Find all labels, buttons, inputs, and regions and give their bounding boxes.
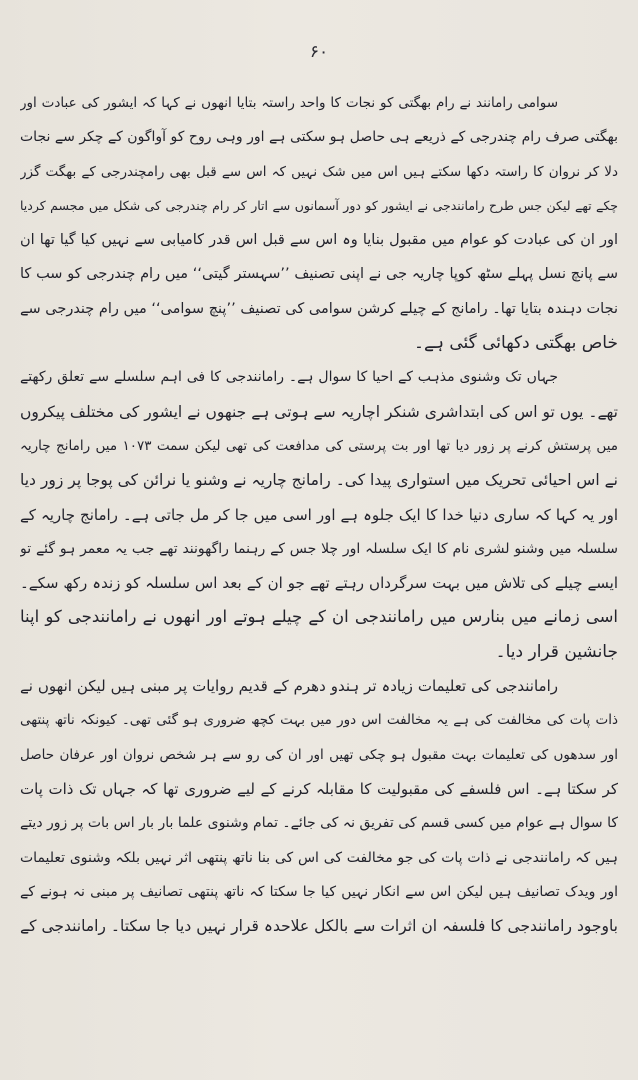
text-line: کر سکتا ہے۔ اس فلسفے کی مقبولیت کا مقابلہ کرنے کے لیے ضروری تھا کہ جہاں تک ذات پات [20,779,618,798]
page-body-text [20,86,618,943]
text-line: کا سوال ہے عوام میں کسی قسم کی تفریق نہ کی جائے۔ تمام وشنوی علما بار بار اس بات پر زور دیتے [20,815,618,832]
text-line: باوجود رامانندجی کا فلسفہ ان اثرات سے بالکل علاحدہ قرار نہیں دیا جا سکتا۔ رامانندجی کے [20,917,618,936]
text-line: رامانندجی کی تعلیمات زیادہ تر ہندو دھرم کے قدیم روایات پر مبنی ہیں لیکن انھوں نے [20,677,558,696]
text-line: جہاں تک وشنوی مذہب کے احیا کا سوال ہے۔ رامانندجی کا فی اہم سلسلے سے تعلق رکھتے [20,369,558,386]
text-line: سلسلہ میں وشنو لشری نام کا ایک سلسلہ اور چلا جس کے رہنما راگھونند تھے جب یہ معمر ہو گئے تو [20,540,618,557]
text-line: ایسے چیلے کی تلاش میں بہت سرگرداں رہتے تھے جو ان کے بعد اس سلسلہ کو زندہ رکھ سکے۔ [20,574,618,593]
page-number: ۶۰ [309,42,329,62]
text-line: جانشین قرار دیا۔ [495,641,618,662]
text-line: بھگتی صرف رام چندرجی کے ذریعے ہی حاصل ہو سکتی ہے اور وہی روح کو آواگون کے چکر سے نجات [20,129,618,146]
text-line: چکے تھے لیکن جس طرح رامانندجی نے ایشور کو دور آسمانوں سے اتار کر رام چندرجی کی شکل میں مجسم کردیا [20,197,618,213]
text-line: سے پانچ نسل پہلے سٹھ کوپا چاریہ جی نے اپنی تصنیف ’’سہستر گیتی‘‘ میں رام چندرجی کو سب کا [20,266,618,283]
text-line: سوامی رامانند نے رام بھگتی کو نجات کا واحد راستہ بتایا انھوں نے کہا کہ ایشور کی عبادت اور [20,95,558,111]
text-line: ہیں کہ رامانندجی نے ذات پات کی جو مخالفت کی اس کی بنا ناتھ پنتھی اثر نہیں بلکہ وشنوی تعلیمات [20,849,618,866]
text-line: تھے۔ یوں تو اس کی ابتداشری شنکر اچاریہ سے ہوتی ہے جنھوں نے ایشور کی مختلف پیکروں [20,402,618,421]
text-line: اور یہ کہا کہ ساری دنیا خدا کا ایک جلوہ ہے اور اسی میں جا کر مل جاتی ہے۔ رامانج چاریہ کے [20,505,618,524]
text-line: اور ویدک تصانیف ہیں لیکن اس سے انکار نہیں کیا جا سکتا کہ ناتھ پنتھی تصانیف پر مبنی نہ ہونے کے [20,883,618,900]
text-line: نجات دہندہ بتایا تھا۔ رامانج کے چیلے کرشن سوامی کی تصنیف ’’پنچ سوامی‘‘ میں رام چندرجی سے [20,300,618,317]
text-line: دلا کر نروان کا راستہ دکھا سکتے ہیں اس میں شک نہیں کہ اس سے قبل بھی رامچندرجی کے بھگت گزر [20,163,618,180]
text-line: اسی زمانے میں بنارس میں رامانندجی ان کے چیلے ہوتے اور انھوں نے رامانندجی کو اپنا [20,607,618,627]
text-line: اور سدھوں کی تعلیمات بہت مقبول ہو چکی تھیں اور ان کی رو سے ہر شخص نروان اور عرفان حاصل [20,746,618,763]
text-line: اور ان کی عبادت کو عوام میں مقبول بنایا وہ اس سے قبل اس قدر کامیابی سے نہیں کیا گیا تھا ان [20,232,618,249]
text-line: خاص بھگتی دکھائی گئی ہے۔ [414,333,618,354]
text-line: نے اس احیائی تحریک میں استواری پیدا کی۔ رامانج چاریہ نے وشنو یا نرائن کی پوجا پر زور دیا [20,471,618,490]
text-line: ذات پات کی مخالفت کی ہے یہ مخالفت اس دور میں بہت کچھ ضروری ہو گئی تھی۔ کیونکہ ناتھ پنتھی [20,712,618,729]
text-line: میں پرستش کرنے پر زور دیا تھا اور بت پرستی کی مدافعت کی تھی لیکن سمت ۱۰۷۳ میں رامانج چاریہ [20,437,618,454]
